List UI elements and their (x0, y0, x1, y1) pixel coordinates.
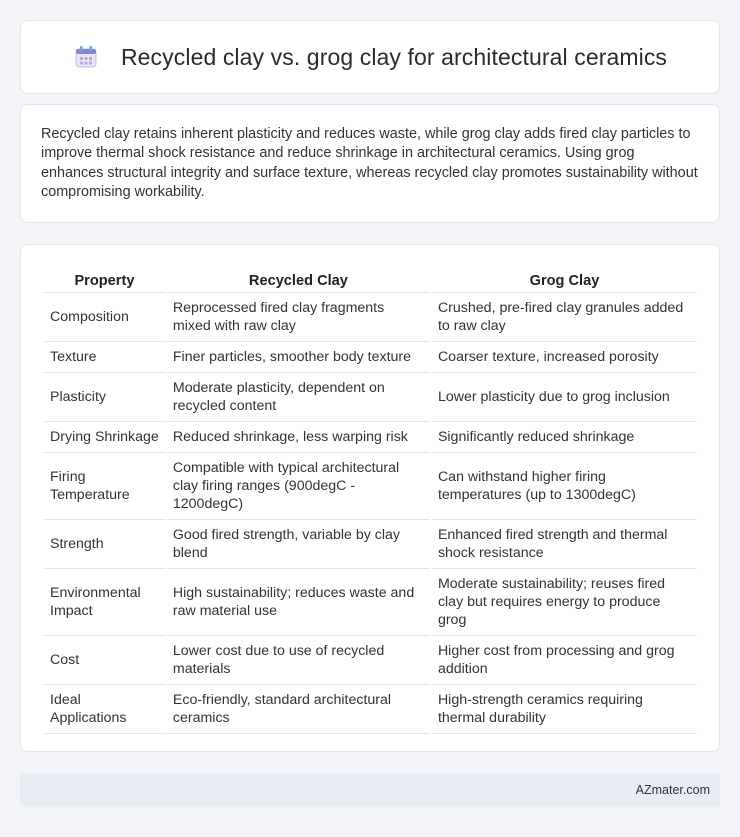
recycled-clay-cell: Eco-friendly, standard architectural ceramics (167, 685, 430, 734)
title-card (20, 20, 720, 94)
page-title: Recycled clay vs. grog clay for architectural ceramics (120, 43, 668, 70)
table-row (44, 636, 697, 685)
recycled-clay-cell: Reduced shrinkage, less warping risk (167, 422, 430, 453)
table-row (44, 569, 697, 636)
table-row (44, 520, 697, 569)
recycled-clay-cell: Good fired strength, variable by clay blend (167, 520, 430, 569)
table-row (44, 422, 697, 453)
footer (20, 773, 720, 806)
comparison-card (20, 244, 720, 752)
table-row (44, 293, 697, 342)
recycled-clay-cell: Finer particles, smoother body texture (167, 342, 430, 373)
intro-text: Recycled clay retains inherent plasticity and reduces waste, while grog clay adds fired clay particles to improve thermal shock resistance and reduce shrinkage in architectural ceramics. Using grog enhances structural integrity and surface texture, whereas recycled clay promotes sustainability without compromising workability. (41, 126, 698, 201)
property-cell: Drying Shrinkage (44, 422, 165, 453)
calendar-icon (73, 44, 99, 70)
grog-clay-cell: Crushed, pre-fired clay granules added to raw clay (432, 293, 697, 342)
property-cell: Composition (44, 293, 165, 342)
grog-clay-cell: Can withstand higher firing temperatures (up to 1300degC) (432, 453, 697, 520)
recycled-clay-cell: Lower cost due to use of recycled materials (167, 636, 430, 685)
property-cell: Environmental Impact (44, 569, 165, 636)
property-cell: Ideal Applications (44, 685, 165, 734)
table-row (44, 685, 697, 734)
recycled-clay-cell: High sustainability; reduces waste and raw material use (167, 569, 430, 636)
recycled-clay-cell: Compatible with typical architectural clay firing ranges (900degC - 1200degC) (167, 453, 430, 520)
column-header-property: Property (44, 263, 165, 293)
grog-clay-cell: Significantly reduced shrinkage (432, 422, 697, 453)
grog-clay-cell: High-strength ceramics requiring thermal durability (432, 685, 697, 734)
property-cell: Cost (44, 636, 165, 685)
column-header-grog-clay: Grog Clay (432, 263, 697, 293)
grog-clay-cell: Moderate sustainability; reuses fired clay but requires energy to produce grog (432, 569, 697, 636)
grog-clay-cell: Lower plasticity due to grog inclusion (432, 373, 697, 422)
grog-clay-cell: Enhanced fired strength and thermal shock resistance (432, 520, 697, 569)
table-header-row (44, 263, 697, 293)
property-cell: Texture (44, 342, 165, 373)
grog-clay-cell: Higher cost from processing and grog addition (432, 636, 697, 685)
comparison-table (42, 263, 699, 734)
footer-brand: AZmater.com (635, 782, 710, 797)
property-cell: Plasticity (44, 373, 165, 422)
recycled-clay-cell: Moderate plasticity, dependent on recycled content (167, 373, 430, 422)
table-row (44, 453, 697, 520)
column-header-recycled-clay: Recycled Clay (167, 263, 430, 293)
recycled-clay-cell: Reprocessed fired clay fragments mixed with raw clay (167, 293, 430, 342)
property-cell: Strength (44, 520, 165, 569)
table-row (44, 373, 697, 422)
grog-clay-cell: Coarser texture, increased porosity (432, 342, 697, 373)
table-row (44, 342, 697, 373)
intro-card (20, 104, 720, 223)
property-cell: Firing Temperature (44, 453, 165, 520)
